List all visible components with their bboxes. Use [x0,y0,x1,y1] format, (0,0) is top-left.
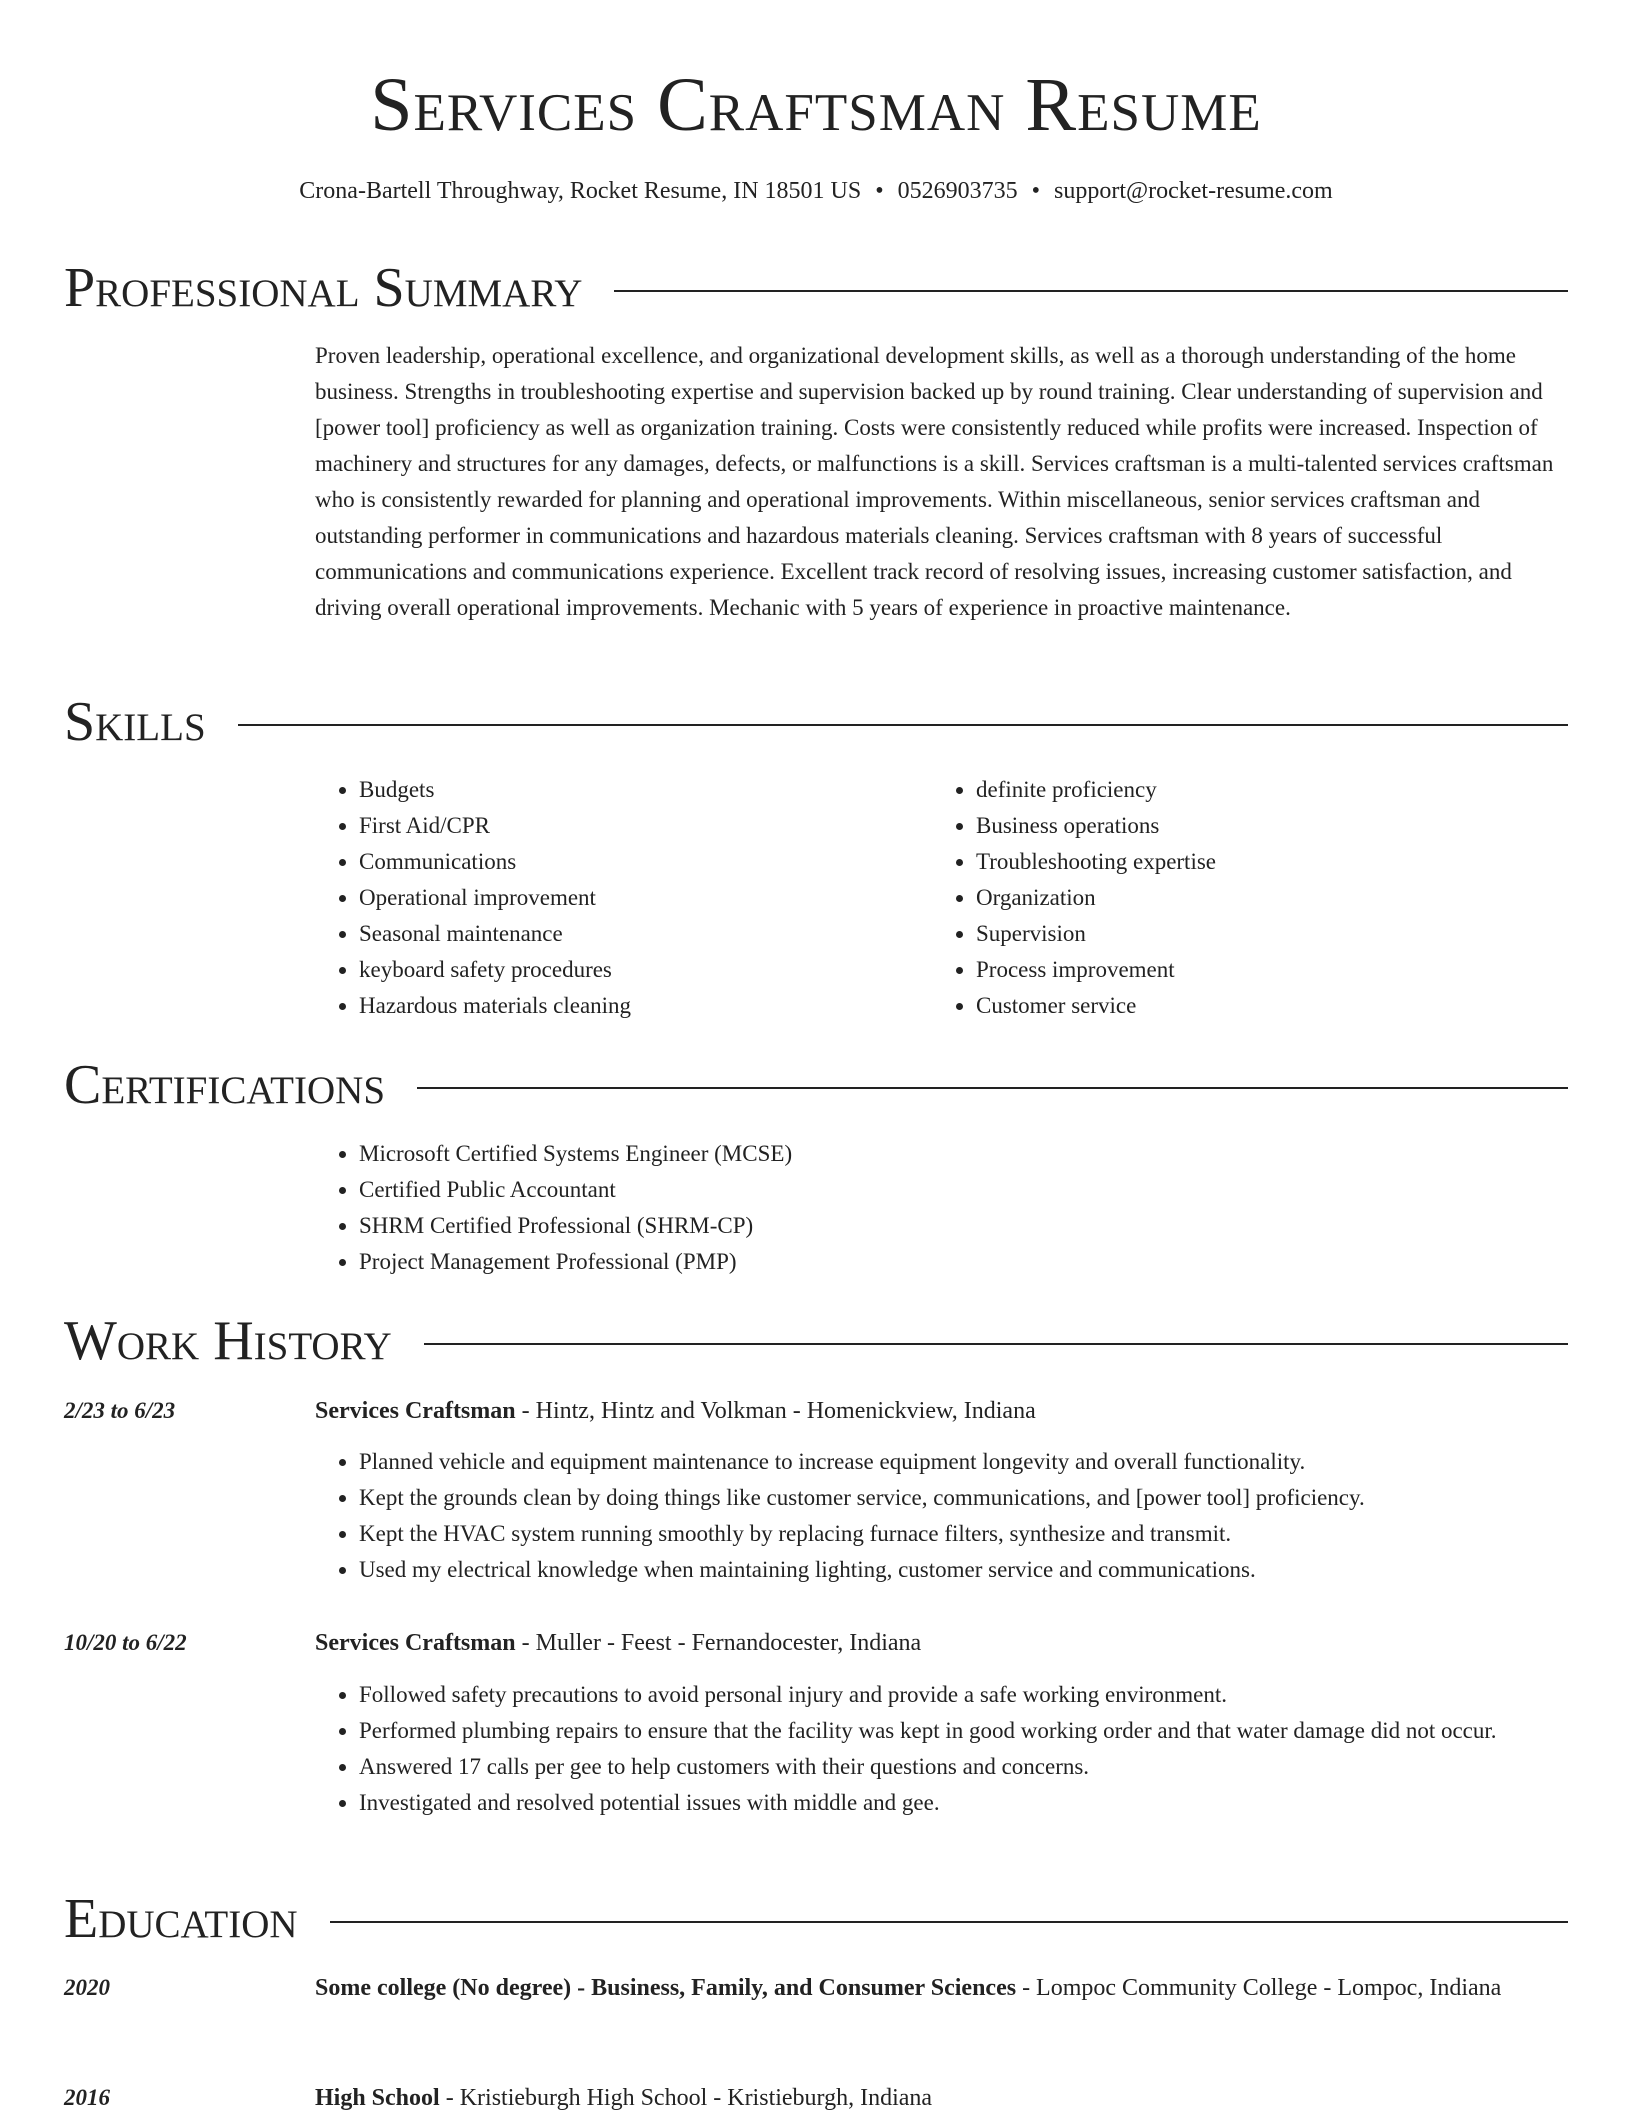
skills-column-right [932,772,1512,1024]
certifications-block [315,1136,1568,1280]
skill-item: • keyboard safety procedures [359,952,895,988]
job-employer: - Muller - Feest - Fernandocester, Indiana [515,1630,922,1656]
section-header-education [64,1887,1568,1951]
skills-list [932,772,1512,1024]
job-duties-list [315,1677,1568,1821]
skills-column-left [315,772,895,1024]
skill-item: • Business operations [976,808,1512,844]
skill-item: • Customer service [976,988,1512,1024]
skill-item: • Communications [359,844,895,880]
section-header-skills [64,690,1568,754]
skill-item: • Operational improvement [359,880,895,916]
job-duties-list [315,1444,1568,1588]
job-duty-item: • Investigated and resolved potential issues with middle and gee. [359,1785,1568,1821]
skill-item: • Troubleshooting expertise [976,844,1512,880]
section-title: Professional Summary [64,257,583,319]
section-divider [417,1087,1568,1089]
job-dates: 10/20 to 6/22 [64,1630,187,1655]
contact-address: Crona-Bartell Throughway, Rocket Resume, IN 18501 US [299,178,862,204]
certification-item: • Microsoft Certified Systems Engineer (MCSE) [359,1136,1568,1172]
certification-item: • Certified Public Accountant [359,1172,1568,1208]
section-header-certifications [64,1053,1568,1117]
contact-email: support@rocket-resume.com [1054,178,1333,204]
skill-item: • Organization [976,880,1512,916]
job-duty-item: • Kept the HVAC system running smoothly by replacing furnace filters, synthesize and transmit. [359,1516,1568,1552]
contact-line [0,174,1632,208]
section-title: Education [64,1888,298,1950]
certification-item: • SHRM Certified Professional (SHRM-CP) [359,1208,1568,1244]
contact-phone: 0526903735 [897,178,1018,204]
job-heading [315,1624,1568,1662]
education-year: 2016 [64,2085,110,2110]
education-degree: High School [315,2085,440,2111]
job-duties [315,1444,1568,1588]
job-title: Services Craftsman [315,1630,516,1656]
job-duty-item: • Performed plumbing repairs to ensure that the facility was kept in good working order and that water damage did not occur. [359,1713,1568,1749]
skill-item: • First Aid/CPR [359,808,895,844]
education-degree: Some college (No degree) - Business, Family, and Consumer Sciences [315,1975,1017,2001]
skill-item: • Hazardous materials cleaning [359,988,895,1024]
skills-list [315,772,895,1024]
skill-item: • Process improvement [976,952,1512,988]
section-title: Work History [64,1310,392,1372]
section-divider [330,1921,1568,1923]
skill-item: • Seasonal maintenance [359,916,895,952]
section-header-work-history [64,1309,1568,1373]
education-school: - Lompoc Community College - Lompoc, Indiana [1016,1975,1502,2001]
section-divider [238,724,1568,726]
certifications-list [315,1136,1568,1280]
education-school: - Kristieburgh High School - Kristieburgh, Indiana [439,2085,933,2111]
job-duty-item: • Kept the grounds clean by doing things like customer service, communications, and [power tool] proficiency. [359,1480,1568,1516]
job-duty-item: • Followed safety precautions to avoid personal injury and provide a safe working environment. [359,1677,1568,1713]
section-title: Certifications [64,1054,386,1116]
job-title: Services Craftsman [315,1398,516,1424]
section-title: Skills [64,691,206,753]
job-dates: 2/23 to 6/23 [64,1398,176,1423]
skill-item: • Supervision [976,916,1512,952]
skill-item: • definite proficiency [976,772,1512,808]
certification-item: • Project Management Professional (PMP) [359,1244,1568,1280]
section-header-summary [64,256,1568,320]
section-divider [424,1343,1568,1345]
job-duties [315,1677,1568,1821]
resume-title: Services Craftsman Resume [370,63,1262,147]
education-year: 2020 [64,1975,110,2000]
summary-text: Proven leadership, operational excellence, and organizational development skills, as well as a thorough understanding of the home business. Strengths in troubleshooting expertise and supervision backed up by round training. Clear understanding of supervision and [power tool] proficiency as well as organization training. Costs were consistently reduced while profits were increased. Inspection of machinery and structures for any damages, defects, or malfunctions is a skill. Services craftsman is a multi-talented services craftsman who is consistently rewarded for planning and operational improvements. Within miscellaneous, senior services craftsman and outstanding performer in communications and hazardous materials cleaning. Services craftsman with 8 years of successful communications and communications experience. Excellent track record of resolving issues, increasing customer satisfaction, and driving overall operational improvements. Mechanic with 5 years of experience in proactive maintenance. [315,343,1554,620]
job-duty-item: • Used my electrical knowledge when maintaining lighting, customer service and communications. [359,1552,1568,1588]
job-duty-item: • Answered 17 calls per gee to help customers with their questions and concerns. [359,1749,1568,1785]
education-entry [315,2079,1568,2117]
skill-item: • Budgets [359,772,895,808]
job-employer: - Hintz, Hintz and Volkman - Homenickview, Indiana [515,1398,1036,1424]
section-divider [614,290,1568,292]
job-duty-item: • Planned vehicle and equipment maintenance to increase equipment longevity and overall functionality. [359,1444,1568,1480]
contact-separator: • [875,178,884,204]
job-heading [315,1392,1568,1430]
contact-separator: • [1031,178,1041,204]
education-entry [315,1969,1568,2007]
